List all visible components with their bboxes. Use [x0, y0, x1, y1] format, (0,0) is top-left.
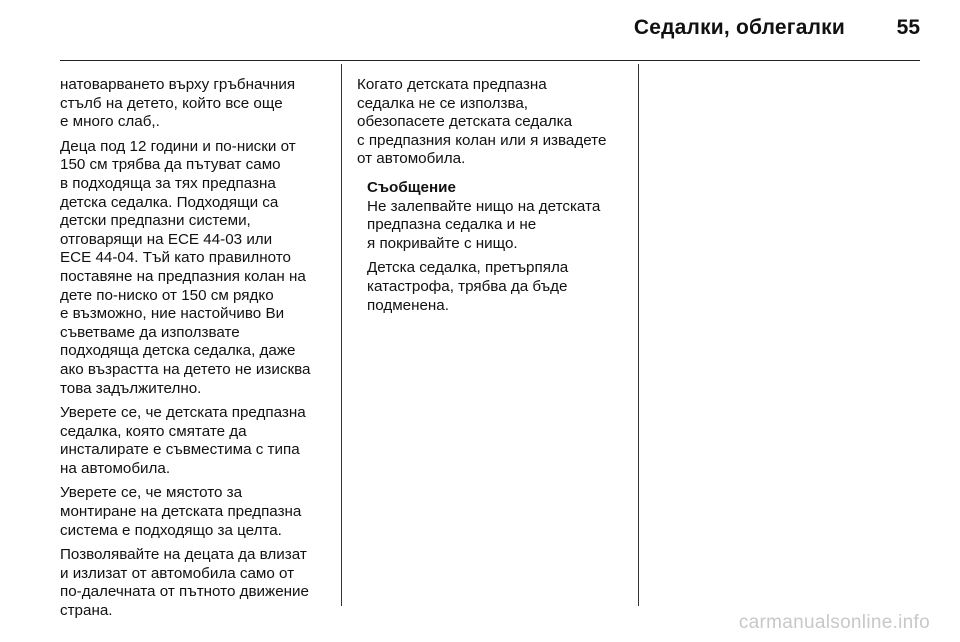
text-column-1 — [60, 76, 332, 627]
notice-paragraph: Не залепвайте нищо на детската предпазна седалка и не я покривайте с нищо. — [367, 197, 601, 252]
paragraph: Деца под 12 години и по-ниски от 150 см трябва да пътуват само в подходяща за тях предпазна детска седалка. Подходящи са детски предпазни системи, отговарящи на ECE 44-03 или ECE 44-04. Тъй като правилното поставяне на предпазния колан на дете по-ниско от 150 см рядко е възможно, ние настойчиво Ви съветваме да използвате подходяща детска седалка, даже ако възрастта на детето не изисква това задължително. — [60, 137, 311, 397]
paragraph: Когато детската предпазна седалка не се използва, обезопасете детската седалка с предпазния колан или я извадете от автомобила. — [357, 76, 607, 168]
paragraph: Позволявайте на децата да влизат и излизат от автомобила само от по-далечната от пътното движение страна. — [60, 546, 309, 620]
paragraph: Уверете се, че мястото за монтиране на детската предпазна система е подходящо за целта. — [60, 484, 302, 539]
page-header — [60, 0, 920, 61]
column-divider-left — [341, 64, 342, 606]
notice-paragraph: Детска седалка, претърпяла катастрофа, трябва да бъде подменена. — [367, 259, 569, 314]
watermark: carmanualsonline.info — [738, 612, 930, 633]
notice-title: Съобщение — [367, 178, 456, 196]
paragraph: Уверете се, че детската предпазна седалка, която смятате да инсталирате е съвместима с типа на автомобила. — [60, 404, 306, 477]
paragraph: натоварването върху гръбначния стълб на детето, който все още е много слаб,. — [60, 76, 296, 131]
page-number: 55 — [896, 16, 920, 39]
notice-box — [367, 179, 627, 315]
page-title: Седалки, облегалки — [633, 16, 845, 39]
column-divider-right — [638, 64, 639, 606]
text-column-2 — [357, 76, 627, 321]
